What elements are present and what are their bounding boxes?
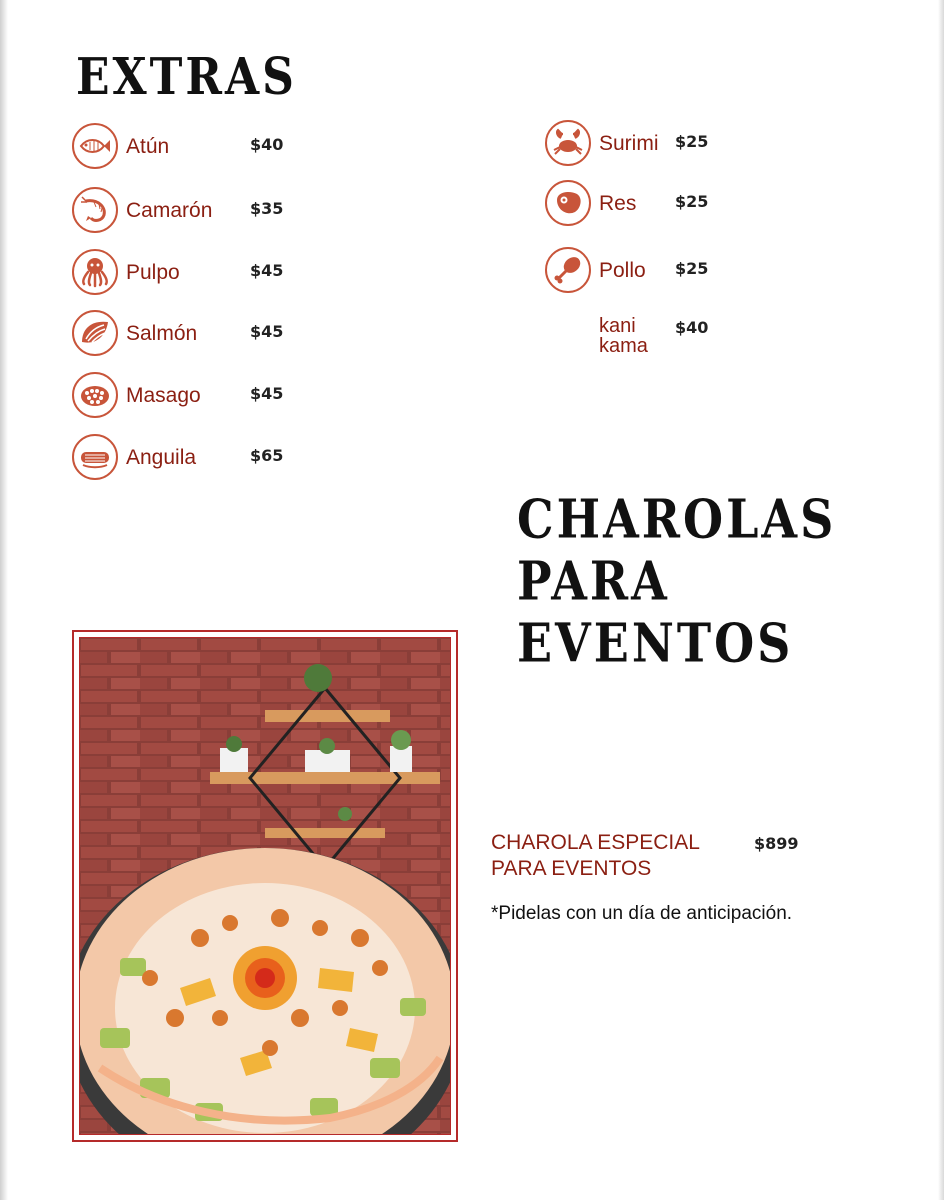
charolas-title (517, 488, 944, 674)
charolas-title-line2: PARA EVENTOS (517, 550, 794, 675)
octopus-icon (72, 249, 118, 295)
menu-item-camaron (72, 187, 312, 237)
item-name: Pollo (599, 259, 646, 282)
item-price: $65 (250, 446, 284, 465)
charolas-title-line1: CHAROLAS (517, 488, 837, 551)
tuna-fish-icon (72, 123, 118, 169)
item-price: $35 (250, 199, 284, 218)
item-name: Res (599, 192, 637, 215)
charola-price: $899 (754, 834, 799, 853)
extras-title: EXTRAS (76, 48, 297, 107)
item-price: $45 (250, 261, 284, 280)
chicken-leg-icon (545, 247, 591, 293)
charola-item-name (491, 830, 731, 882)
page-edge-shadow (0, 0, 8, 1200)
menu-item-kani-kama (545, 306, 785, 356)
menu-item-anguila (72, 434, 312, 484)
item-price: $45 (250, 384, 284, 403)
item-name: Salmón (126, 322, 198, 345)
item-name: Anguila (126, 446, 197, 469)
item-price: $40 (675, 318, 709, 337)
charola-name-line1: CHAROLA ESPECIAL (491, 831, 700, 854)
item-name-line2: kama (599, 335, 648, 357)
item-name: Surimi (599, 132, 659, 155)
sushi-tray-photo (72, 630, 458, 1142)
item-price: $40 (250, 135, 284, 154)
menu-item-surimi (545, 120, 785, 170)
item-name: Atún (126, 135, 170, 158)
item-name: Camarón (126, 199, 213, 222)
crab-icon (545, 120, 591, 166)
menu-item-masago (72, 372, 312, 422)
salmon-icon (72, 310, 118, 356)
item-name: Masago (126, 384, 201, 407)
item-name (599, 316, 648, 356)
item-price: $45 (250, 322, 284, 341)
roe-icon (72, 372, 118, 418)
item-name: Pulpo (126, 261, 180, 284)
charola-name-line2: PARA EVENTOS (491, 857, 652, 880)
order-ahead-note: *Pidelas con un día de anticipación. (491, 903, 793, 924)
menu-item-pollo (545, 247, 785, 297)
sushi-tray-illustration (80, 638, 450, 1134)
shrimp-icon (72, 187, 118, 233)
menu-item-res (545, 180, 785, 230)
menu-item-salmon (72, 310, 312, 360)
item-price: $25 (675, 259, 709, 278)
item-price: $25 (675, 192, 709, 211)
menu-item-atun (72, 123, 312, 173)
photo-inner-border (79, 637, 451, 1135)
steak-icon (545, 180, 591, 226)
menu-item-pulpo (72, 249, 312, 299)
item-name-line1: kani (599, 315, 636, 337)
eel-icon (72, 434, 118, 480)
item-price: $25 (675, 132, 709, 151)
